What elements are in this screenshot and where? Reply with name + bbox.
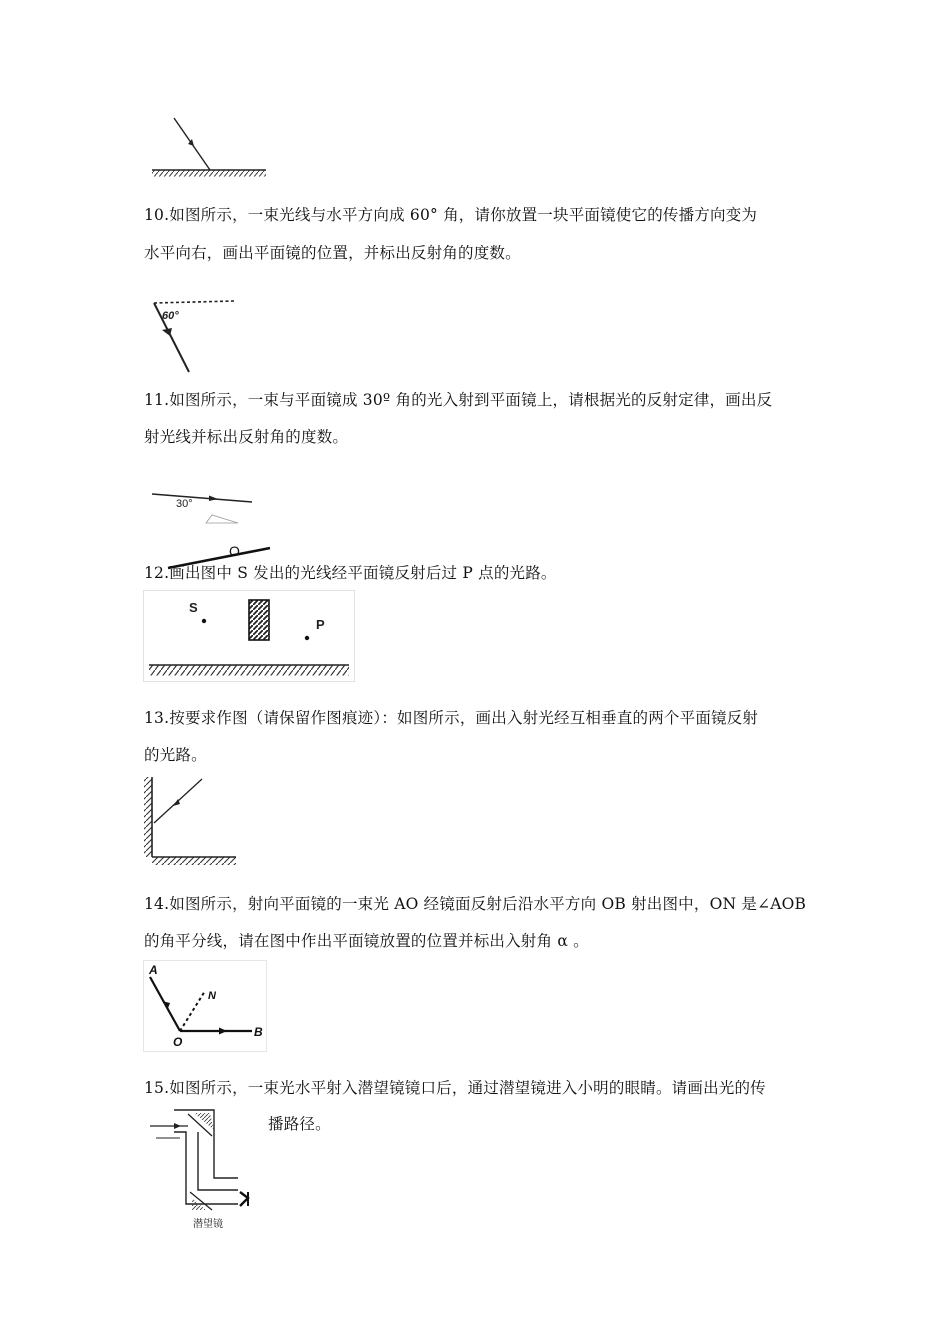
- q15-line-2: [268, 1114, 331, 1134]
- q11-line-1: [144, 390, 772, 410]
- figure-q11: [148, 486, 288, 572]
- figure-q12: [143, 590, 355, 682]
- q10-line-2: [144, 243, 521, 263]
- q13-line-2: [144, 745, 207, 765]
- q14-text-2: 的角平分线，请在图中作出平面镜放置的位置并标出入射角 α 。: [144, 932, 589, 950]
- q12-text-1: 画出图中 S 发出的光线经平面镜反射后过 P 点的光路。: [169, 564, 557, 582]
- q14-label-a: A: [149, 963, 158, 977]
- figure-q10: [148, 296, 243, 378]
- q11-number: 11.: [144, 391, 170, 409]
- q15-line-1: [144, 1078, 766, 1098]
- figure-q15-periscope: [148, 1106, 258, 1232]
- point-s: [202, 619, 206, 623]
- q11-line-2: [144, 427, 348, 447]
- periscope-inner-2: [198, 1132, 238, 1190]
- q15-text-2: 播路径。: [268, 1115, 331, 1133]
- q14-number: 14.: [144, 895, 170, 913]
- q10-text-2: 水平向右，画出平面镜的位置，并标出反射角的度数。: [144, 244, 521, 262]
- q13-text-1: 按要求作图（请保留作图痕迹）：如图所示，画出入射光经互相垂直的两个平面镜反射: [169, 709, 759, 727]
- q14-label-o: O: [173, 1035, 183, 1049]
- periscope-inner: [174, 1132, 238, 1204]
- figure-q14: [143, 960, 267, 1052]
- q14-line-2: [144, 931, 589, 951]
- q15-text-1: 如图所示，一束光水平射入潜望镜镜口后，通过潜望镜进入小明的眼睛。请画出光的传: [169, 1079, 766, 1097]
- q12-line-1: [144, 563, 557, 583]
- normal-on: [180, 991, 205, 1031]
- obstacle: [249, 600, 269, 640]
- figure-q9-incident-ray: [148, 112, 278, 182]
- incident-ray: [152, 494, 252, 502]
- q12-target-label: P: [316, 617, 325, 632]
- q12-number: 12.: [144, 564, 170, 582]
- q10-line-1: [144, 205, 757, 225]
- eye-icon: [240, 1192, 248, 1206]
- q10-angle-label: 60°: [162, 310, 179, 322]
- q13-line-1: [144, 708, 758, 728]
- q11-text-2: 射光线并标出反射角的度数。: [144, 428, 349, 446]
- figure-q13: [140, 773, 240, 865]
- point-p: [305, 636, 309, 640]
- q13-number: 13.: [144, 709, 170, 727]
- q11-text-1: 如图所示，一束与平面镜成 30º 角的光入射到平面镜上，请根据光的反射定律，画出反: [169, 391, 773, 409]
- faint-marker: [206, 515, 238, 523]
- horizontal-dashed-line: [154, 301, 234, 303]
- q14-line-1: [144, 894, 806, 914]
- q12-source-label: S: [189, 600, 198, 615]
- q11-angle-label: 30°: [176, 498, 193, 510]
- q10-number: 10.: [144, 206, 170, 224]
- q14-text-1: 如图所示，射向平面镜的一束光 AO 经镜面反射后沿水平方向 OB 射出图中，ON 是∠AOB: [169, 895, 807, 913]
- q14-label-b: B: [254, 1025, 263, 1039]
- q15-number: 15.: [144, 1079, 170, 1097]
- q11-point-label: O: [229, 543, 240, 559]
- q13-text-2: 的光路。: [144, 746, 207, 764]
- q10-text-1: 如图所示，一束光线与水平方向成 60° 角，请你放置一块平面镜使它的传播方向变为: [169, 206, 758, 224]
- q15-caption: 潜望镜: [193, 1219, 223, 1230]
- q14-label-n: N: [208, 990, 216, 1002]
